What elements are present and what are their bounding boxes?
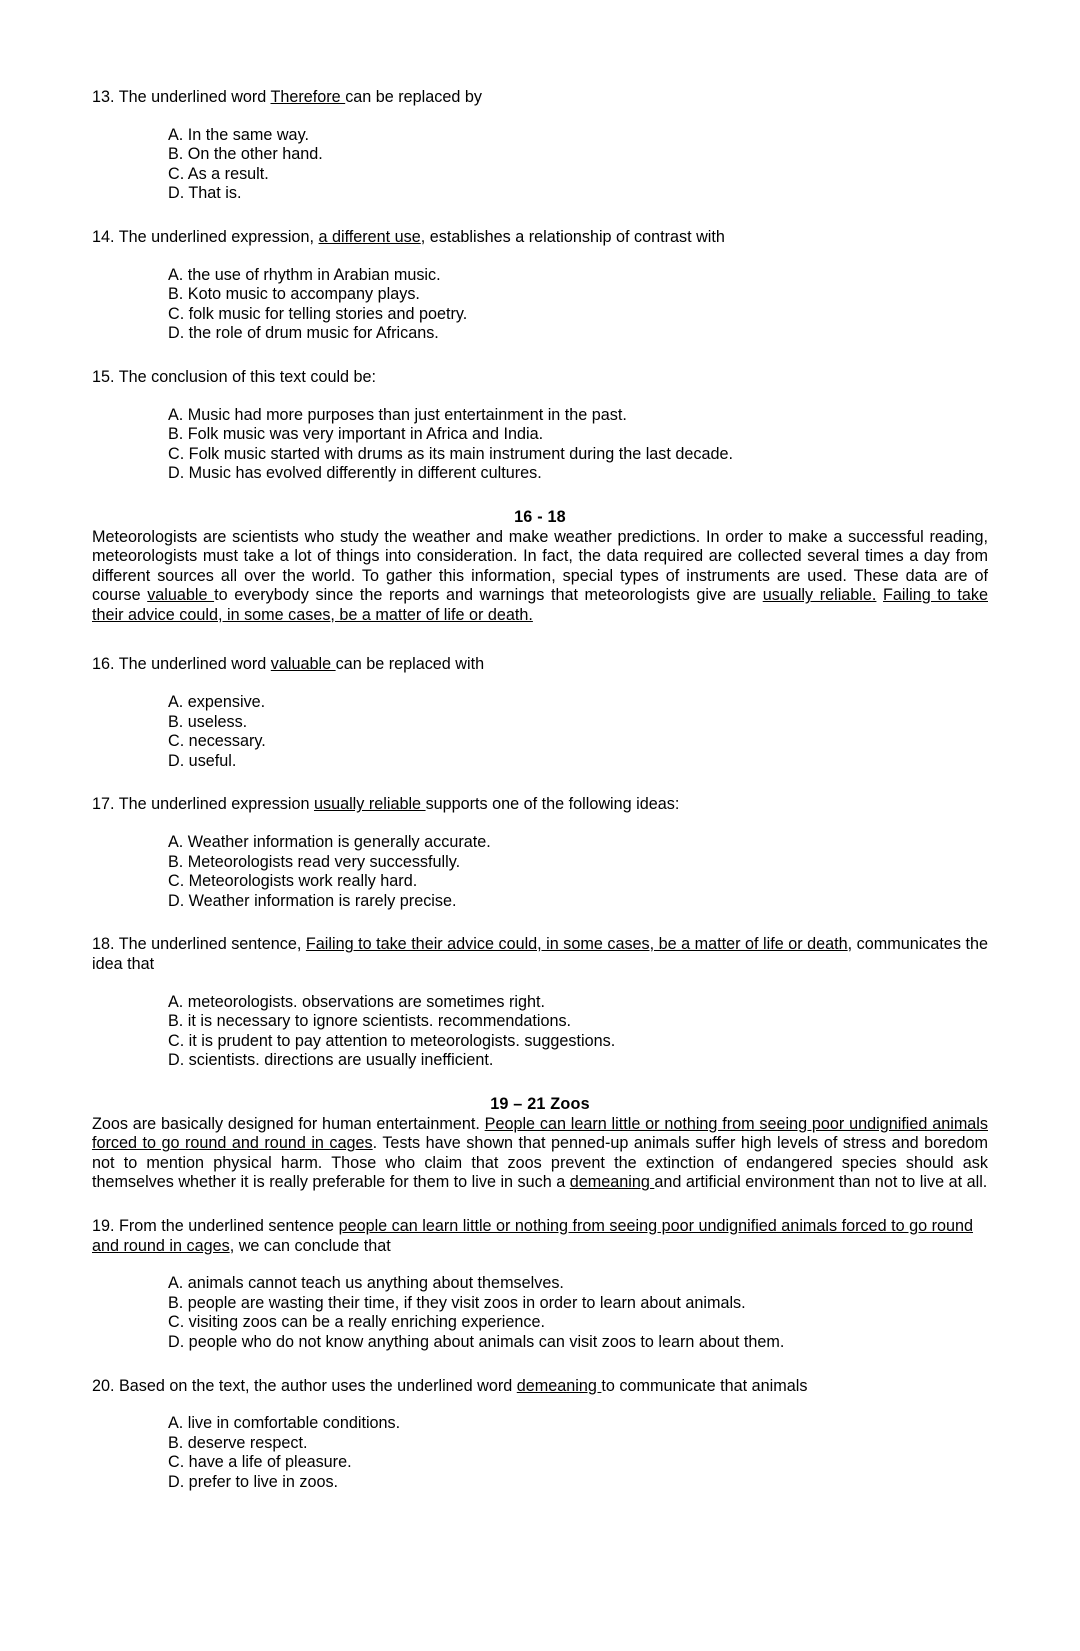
- question-stem-17: [92, 795, 988, 815]
- question-stem-17-underlined: usually reliable: [313, 795, 426, 814]
- option-20-b[interactable]: B. deserve respect.: [168, 1433, 308, 1452]
- option-20-d[interactable]: D. prefer to live in zoos.: [168, 1472, 339, 1491]
- question-stem-14: [92, 228, 988, 248]
- question-stem-16-underlined: valuable: [270, 655, 336, 674]
- question-block-13: [92, 88, 988, 204]
- question-stem-13-underlined: Therefore: [270, 88, 346, 106]
- question-block-17: [92, 795, 988, 911]
- passage-block-16-18: [92, 508, 988, 626]
- question-stem-19-post: , we can conclude that: [229, 1236, 391, 1255]
- option-13-c[interactable]: C. As a result.: [168, 164, 269, 183]
- option-list-18: [92, 993, 988, 1071]
- question-block-20: [92, 1377, 988, 1493]
- passage-heading-16-18: 16 - 18: [514, 507, 566, 526]
- option-18-b[interactable]: B. it is necessary to ignore scientists. recommendations.: [168, 1012, 572, 1031]
- option-14-b[interactable]: B. Koto music to accompany plays.: [168, 285, 420, 304]
- option-list-14: [92, 266, 988, 344]
- question-block-19: [92, 1217, 988, 1353]
- question-stem-16-post: can be replaced with: [335, 655, 485, 674]
- passage-block-19-21: [92, 1095, 988, 1193]
- spacer: [92, 484, 988, 508]
- question-stem-18-underlined: Failing to take their advice could, in some cases, be a matter of life or death: [305, 935, 848, 954]
- question-stem-13-pre: 13. The underlined word: [92, 88, 271, 106]
- option-15-c[interactable]: C. Folk music started with drums as its main instrument during the last decade.: [168, 444, 733, 463]
- question-stem-20-underlined: demeaning: [516, 1376, 602, 1395]
- option-16-a[interactable]: A. expensive.: [168, 693, 266, 712]
- option-14-a[interactable]: A. the use of rhythm in Arabian music.: [168, 265, 441, 284]
- option-15-b[interactable]: B. Folk music was very important in Africa and India.: [168, 425, 544, 444]
- question-stem-19: [92, 1217, 988, 1256]
- option-19-a[interactable]: A. animals cannot teach us anything about themselves.: [168, 1274, 564, 1293]
- option-16-d[interactable]: D. useful.: [168, 751, 237, 770]
- option-18-d[interactable]: D. scientists. directions are usually inefficient.: [168, 1051, 494, 1070]
- option-list-17: [92, 833, 988, 911]
- spacer: [92, 1193, 988, 1217]
- question-block-16: [92, 655, 988, 771]
- question-stem-18-post: , communicates the idea that: [92, 935, 988, 973]
- option-list-15: [92, 406, 988, 484]
- option-19-d[interactable]: D. people who do not know anything about animals can visit zoos to learn about them.: [168, 1332, 785, 1351]
- passage-16-18-part1: Meteorologists are scientists who study the weather and make weather predictions. In order to make a successful reading, meteorologists must take a lot of things into consideration. In fact, the data required are collected several times a day from different sources all over the world. To gather this information, special types of instruments are used. These data are of course: [92, 527, 988, 605]
- passage-heading-19-21: 19 – 21 Zoos: [490, 1094, 590, 1113]
- question-stem-20-pre: 20. Based on the text, the author uses the underlined word: [92, 1376, 517, 1395]
- question-stem-15: [92, 368, 988, 388]
- option-13-a[interactable]: A. In the same way.: [168, 125, 309, 144]
- option-16-c[interactable]: C. necessary.: [168, 732, 266, 751]
- passage-19-21-underline-demeaning: demeaning: [569, 1173, 655, 1192]
- passage-19-21-part2: . Tests have shown that penned-up animals suffer high levels of stress and boredom not to mention physical harm. Those who claim that zoos prevent the extinction of endangered species should ask themselves whether it is really preferable for them to live in such a: [92, 1134, 988, 1192]
- option-13-b[interactable]: B. On the other hand.: [168, 145, 323, 164]
- question-stem-14-post: , establishes a relationship of contrast with: [420, 227, 725, 246]
- option-16-b[interactable]: B. useless.: [168, 712, 248, 731]
- question-stem-18-pre: 18. The underlined sentence,: [92, 935, 306, 954]
- passage-19-21-underline-people-can-learn: People can learn little or nothing from seeing poor undignified animals forced to go round and round in cages: [92, 1114, 988, 1153]
- option-list-20: [92, 1414, 988, 1492]
- question-stem-20-post: to communicate that animals: [601, 1376, 808, 1395]
- spacer: [92, 204, 988, 228]
- spacer: [92, 625, 988, 655]
- option-20-c[interactable]: C. have a life of pleasure.: [168, 1453, 352, 1472]
- question-stem-18: [92, 935, 988, 974]
- question-stem-17-post: supports one of the following ideas:: [425, 795, 680, 814]
- page-content: [92, 88, 988, 1492]
- spacer: [92, 1353, 988, 1377]
- question-stem-20: [92, 1377, 988, 1397]
- question-stem-19-pre: 19. From the underlined sentence: [92, 1216, 339, 1235]
- option-15-d[interactable]: D. Music has evolved differently in different cultures.: [168, 464, 542, 483]
- option-18-c[interactable]: C. it is prudent to pay attention to meteorologists. suggestions.: [168, 1031, 616, 1050]
- question-stem-13-post: can be replaced by: [345, 88, 482, 106]
- question-block-18: [92, 935, 988, 1071]
- question-stem-14-underlined: a different use: [318, 227, 421, 246]
- passage-16-18-underline-failing-sentence: Failing to take their advice could, in some cases, be a matter of life or death.: [92, 586, 988, 624]
- option-19-b[interactable]: B. people are wasting their time, if they visit zoos in order to learn about animals.: [168, 1293, 746, 1312]
- question-stem-15-pre: 15. The conclusion of this text could be:: [92, 367, 377, 386]
- spacer: [92, 911, 988, 935]
- question-stem-16-pre: 16. The underlined word: [92, 655, 271, 674]
- question-stem-14-pre: 14. The underlined expression,: [92, 227, 319, 246]
- passage-text-16-18: [92, 528, 988, 626]
- option-15-a[interactable]: A. Music had more purposes than just entertainment in the past.: [168, 405, 627, 424]
- question-stem-17-pre: 17. The underlined expression: [92, 795, 314, 814]
- option-17-d[interactable]: D. Weather information is rarely precise.: [168, 891, 457, 910]
- passage-19-21-part1: Zoos are basically designed for human entertainment.: [92, 1114, 485, 1133]
- option-list-16: [92, 693, 988, 771]
- option-19-c[interactable]: C. visiting zoos can be a really enriching experience.: [168, 1313, 546, 1332]
- option-list-19: [92, 1274, 988, 1352]
- option-20-a[interactable]: A. live in comfortable conditions.: [168, 1414, 401, 1433]
- question-stem-16: [92, 655, 988, 675]
- passage-16-18-underline-usually-reliable: usually reliable.: [762, 586, 877, 605]
- option-14-d[interactable]: D. the role of drum music for Africans.: [168, 324, 439, 343]
- question-block-14: [92, 228, 988, 344]
- question-stem-19-underlined: people can learn little or nothing from seeing poor undignified animals forced to go round and round in cages: [92, 1216, 973, 1255]
- option-17-a[interactable]: A. Weather information is generally accurate.: [168, 833, 491, 852]
- option-18-a[interactable]: A. meteorologists. observations are sometimes right.: [168, 992, 545, 1011]
- option-17-b[interactable]: B. Meteorologists read very successfully.: [168, 852, 461, 871]
- passage-16-18-part2: to everybody since the reports and warnings that meteorologists give are: [214, 586, 763, 605]
- question-block-15: [92, 368, 988, 484]
- passage-16-18-underline-valuable: valuable: [147, 586, 215, 605]
- spacer: [92, 1071, 988, 1095]
- option-14-c[interactable]: C. folk music for telling stories and poetry.: [168, 304, 468, 323]
- option-17-c[interactable]: C. Meteorologists work really hard.: [168, 872, 418, 891]
- passage-text-19-21: [92, 1115, 988, 1193]
- spacer: [92, 771, 988, 795]
- spacer: [92, 344, 988, 368]
- question-stem-13: [92, 88, 988, 108]
- option-list-13: [92, 126, 988, 204]
- passage-19-21-part3: and artificial environment than not to live at all.: [654, 1173, 988, 1192]
- option-13-d[interactable]: D. That is.: [168, 184, 242, 203]
